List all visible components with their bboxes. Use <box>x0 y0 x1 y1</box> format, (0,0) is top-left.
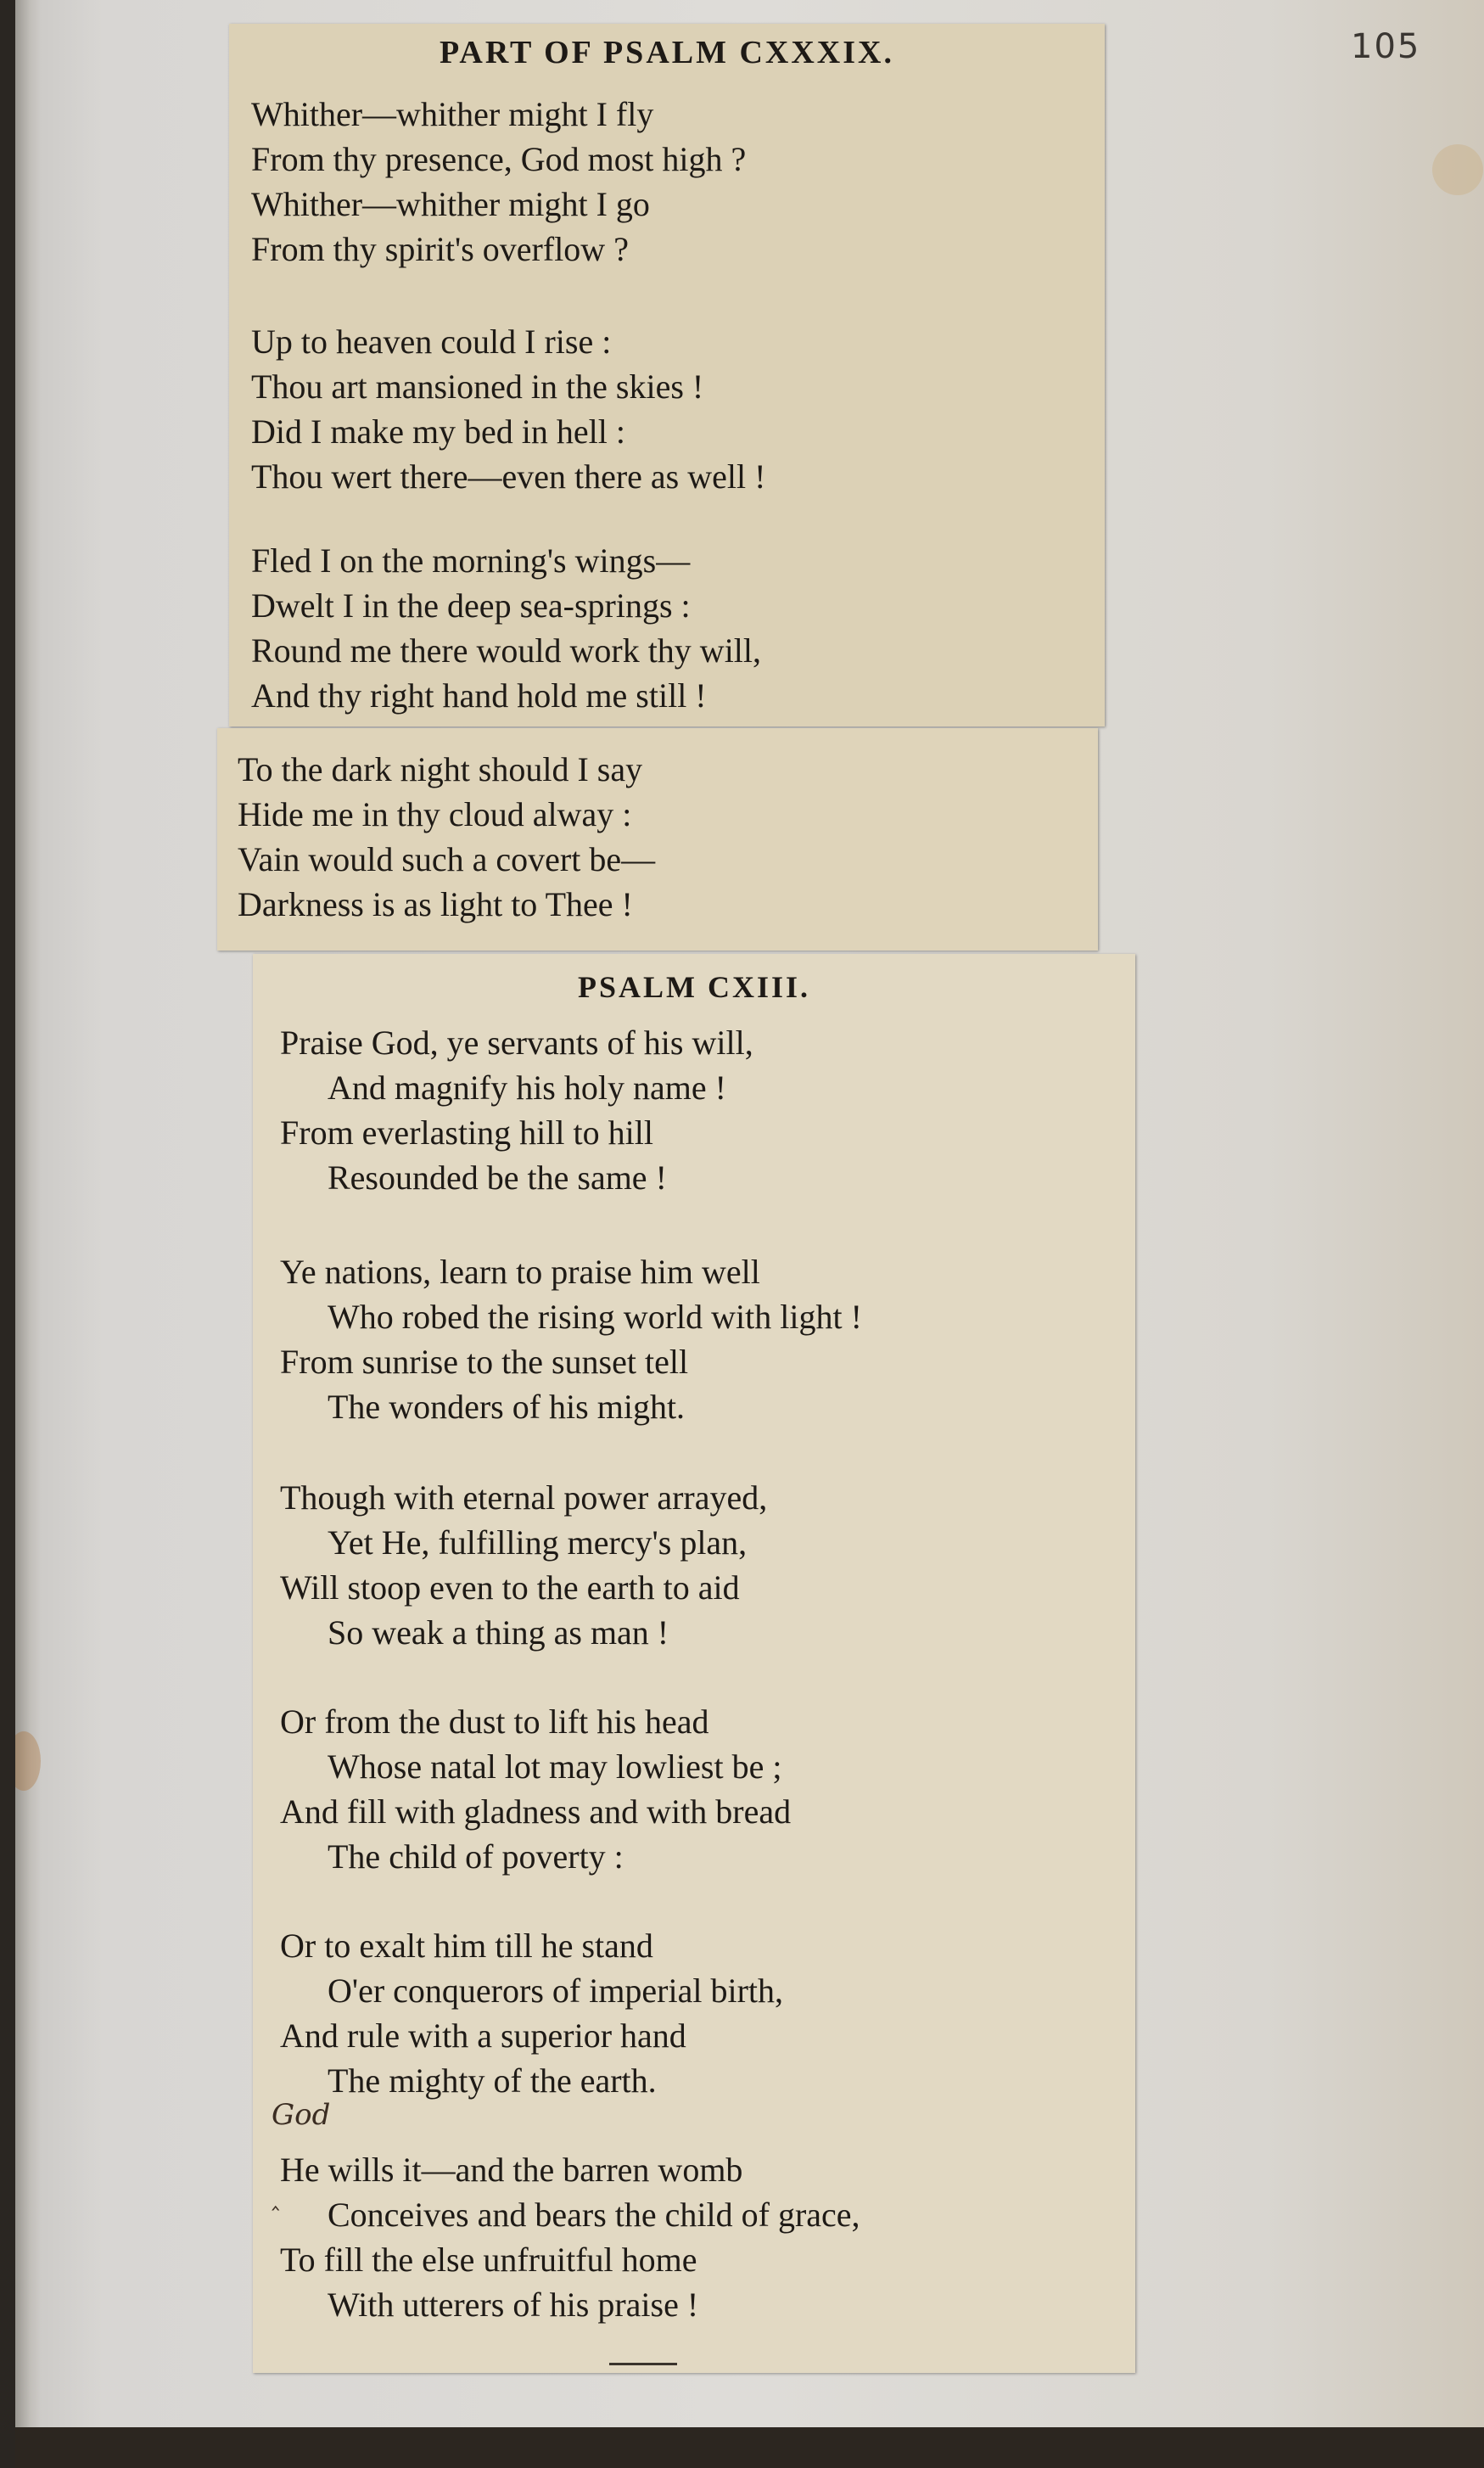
clipping-psalm-113 <box>253 954 1135 2373</box>
stanza <box>280 1699 791 1879</box>
book-bottom-edge <box>15 2427 1484 2468</box>
verse-line: Praise God, ye servants of his will, <box>280 1024 753 1062</box>
verse-line: Or from the dust to lift his head <box>280 1702 709 1741</box>
verse-line: Who robed the rising world with light ! <box>328 1298 862 1336</box>
verse-line: To fill the else unfruitful home <box>280 2241 697 2279</box>
verse-line: Up to heaven could I rise : <box>251 323 612 361</box>
verse-line: From everlasting hill to hill <box>280 1113 653 1152</box>
verse-line: Will stoop even to the earth to aid <box>280 1568 740 1607</box>
verse-line: Darkness is as light to Thee ! <box>238 885 633 923</box>
stanza <box>280 1923 783 2103</box>
clipping-psalm-139 <box>229 24 1105 726</box>
verse-line: Hide me in thy cloud alway : <box>238 795 632 833</box>
verse-line: From sunrise to the sunset tell <box>280 1343 689 1381</box>
verse-line: Thou art mansioned in the skies ! <box>251 367 704 406</box>
stanza <box>251 319 765 499</box>
stanza <box>251 538 761 718</box>
verse-line: The wonders of his might. <box>328 1388 686 1426</box>
page-number: 105 <box>1351 27 1421 66</box>
verse-line: Whither—whither might I go <box>251 185 650 223</box>
verse-line: Resounded be the same ! <box>328 1158 667 1197</box>
stanza <box>280 1475 767 1655</box>
stanza <box>280 1249 862 1429</box>
clipping-psalm-139-continued <box>217 728 1098 951</box>
verse-line: Whither—whither might I fly <box>251 95 654 133</box>
verse-line: Did I make my bed in hell : <box>251 412 626 451</box>
verse-line: To the dark night should I say <box>238 750 643 788</box>
verse-line: Ye nations, learn to praise him well <box>280 1253 760 1291</box>
verse-line: So weak a thing as man ! <box>328 1613 669 1652</box>
verse-line: From thy spirit's overflow ? <box>251 230 629 268</box>
verse-line: Dwelt I in the deep sea-springs : <box>251 586 691 625</box>
verse-line: And fill with gladness and with bread <box>280 1792 792 1831</box>
verse-line: Conceives and bears the child of grace, <box>328 2196 860 2234</box>
handwritten-annotation: God <box>272 2098 331 2132</box>
verse-line: Though with eternal power arrayed, <box>280 1478 768 1517</box>
verse-line: He wills it—and the barren womb <box>280 2151 743 2189</box>
verse-line: Thou wert there—even there as well ! <box>251 457 766 496</box>
insertion-caret-mark: ‸ <box>272 2185 280 2211</box>
verse-line: The child of poverty : <box>328 1837 624 1876</box>
verse-line: Yet He, fulfilling mercy's plan, <box>328 1523 748 1562</box>
end-rule <box>609 2363 677 2365</box>
stanza <box>280 2147 860 2327</box>
verse-line: Or to exalt him till he stand <box>280 1927 653 1965</box>
verse-line: And magnify his holy name ! <box>328 1069 726 1107</box>
verse-line: Vain would such a covert be— <box>238 840 656 878</box>
verse-line: O'er conquerors of imperial birth, <box>328 1972 784 2010</box>
psalm-113-title: PSALM CXIII. <box>577 970 811 1004</box>
verse-line: And rule with a superior hand <box>280 2016 686 2055</box>
stanza <box>238 747 655 927</box>
stanza <box>251 92 746 272</box>
foxing-stain <box>1432 144 1483 195</box>
psalm-139-title: PART OF PSALM CXXXIX. <box>440 35 894 70</box>
verse-line: Round me there would work thy will, <box>251 631 762 670</box>
verse-line: And thy right hand hold me still ! <box>251 676 707 715</box>
verse-line: Whose natal lot may lowliest be ; <box>328 1747 782 1786</box>
verse-line: With utterers of his praise ! <box>328 2286 699 2324</box>
page-binding-edge <box>15 0 41 2468</box>
scrapbook-page <box>15 0 1484 2468</box>
verse-line: The mighty of the earth. <box>328 2061 657 2100</box>
verse-line: From thy presence, God most high ? <box>251 140 747 178</box>
verse-line: Fled I on the morning's wings— <box>251 541 691 580</box>
stanza <box>280 1020 753 1200</box>
